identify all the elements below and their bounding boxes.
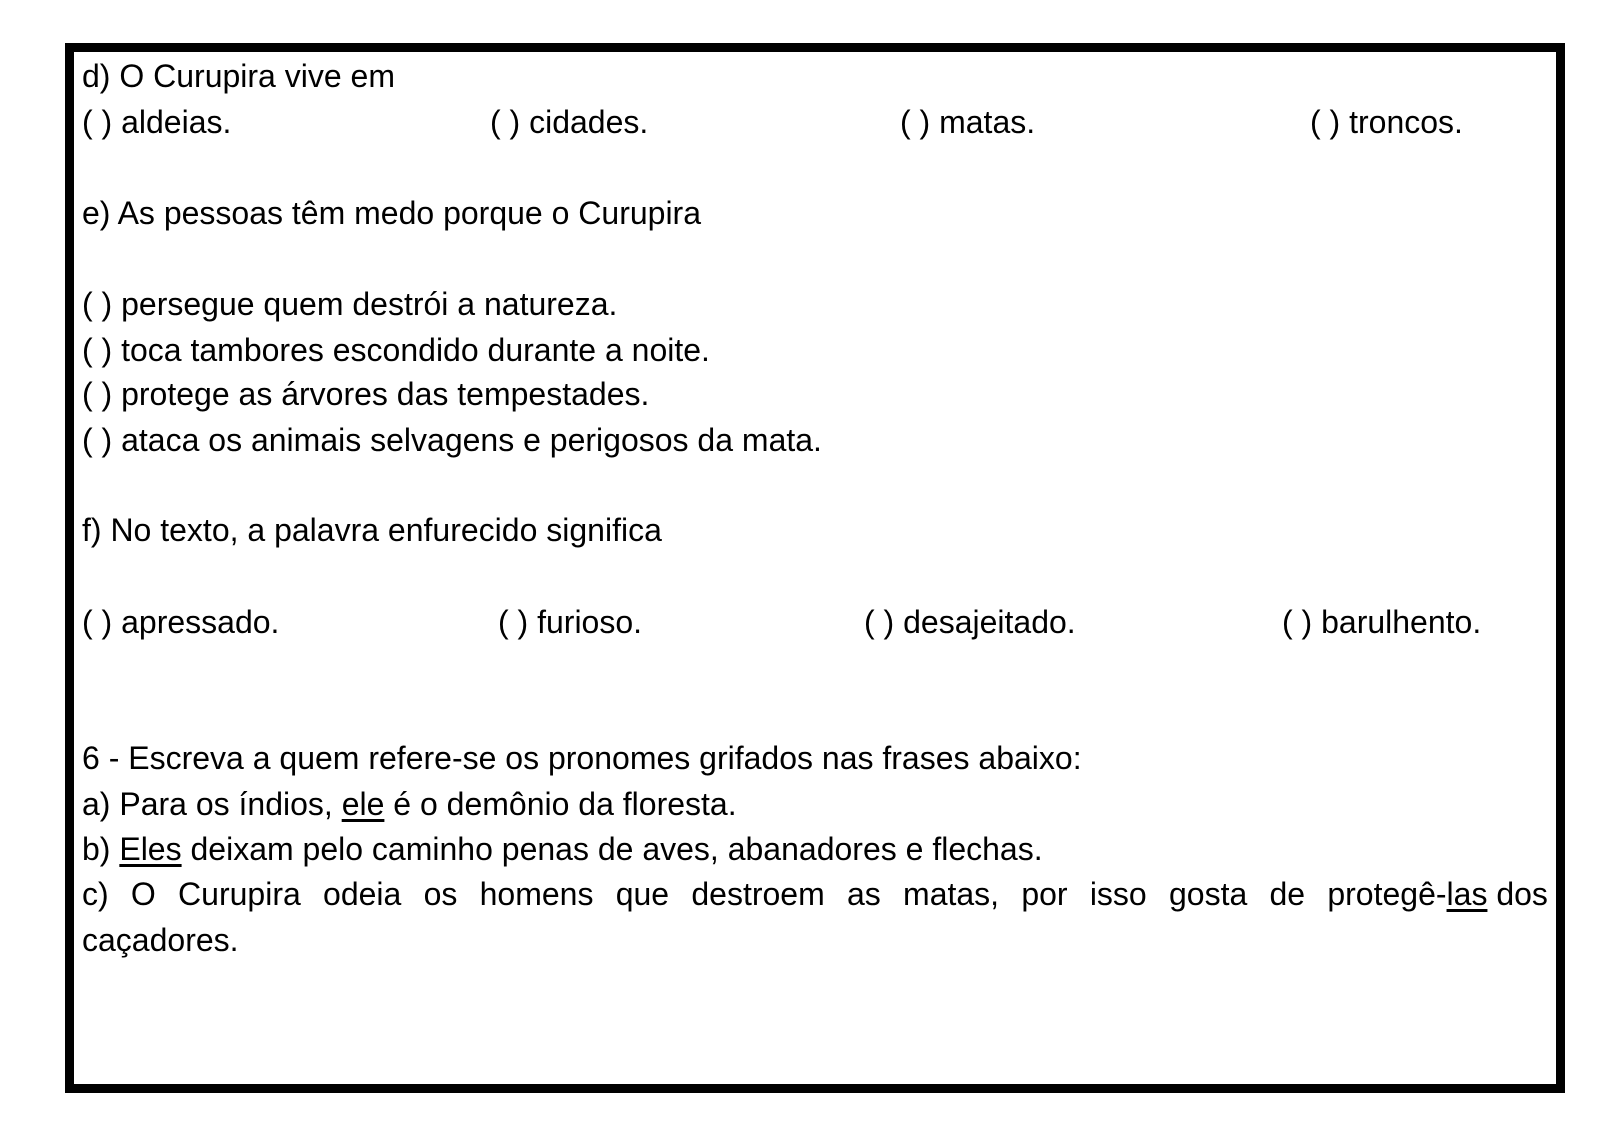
item-c-word: as bbox=[846, 876, 881, 912]
question-6-item-c bbox=[82, 874, 1548, 914]
item-a-text-before: a) Para os índios, bbox=[82, 786, 342, 822]
item-c-word: homens bbox=[479, 876, 594, 912]
question-e-prompt: e) As pessoas têm medo porque o Curupira bbox=[82, 195, 701, 231]
item-c-word: matas, bbox=[903, 876, 1000, 912]
question-f-option-4: ( ) barulhento. bbox=[1282, 604, 1482, 640]
item-c-word: O bbox=[130, 876, 156, 912]
question-e-option-1: ( ) persegue quem destrói a natureza. bbox=[82, 286, 618, 322]
question-e-option-4: ( ) ataca os animais selvagens e perigosos da mata. bbox=[82, 422, 822, 458]
item-c-last-word bbox=[1327, 874, 1548, 914]
item-c-word: destroem bbox=[691, 876, 825, 912]
item-c-word: c) bbox=[82, 876, 109, 912]
item-c-word: isso bbox=[1089, 876, 1147, 912]
question-d-option-4: ( ) troncos. bbox=[1310, 104, 1463, 140]
question-d-prompt: d) O Curupira vive em bbox=[82, 58, 395, 94]
question-6-item-c-continuation: caçadores. bbox=[82, 922, 239, 958]
question-f-option-3: ( ) desajeitado. bbox=[864, 604, 1076, 640]
item-c-text-after: dos bbox=[1487, 876, 1548, 912]
item-c-word: gosta bbox=[1168, 876, 1248, 912]
item-c-word: odeia bbox=[323, 876, 402, 912]
question-e-option-2: ( ) toca tambores escondido durante a noite. bbox=[82, 332, 710, 368]
question-f-prompt: f) No texto, a palavra enfurecido significa bbox=[82, 512, 662, 548]
item-c-word: de bbox=[1269, 876, 1306, 912]
item-c-text-before: protegê- bbox=[1327, 876, 1447, 912]
underlined-pronoun-ele: ele bbox=[341, 786, 385, 822]
item-c-word: Curupira bbox=[178, 876, 301, 912]
underlined-pronoun-las: las bbox=[1446, 876, 1488, 912]
item-b-text-after: deixam pelo caminho penas de aves, abanadores e flechas. bbox=[181, 831, 1043, 867]
question-6-prompt: 6 - Escreva a quem refere-se os pronomes grifados nas frases abaixo: bbox=[82, 740, 1082, 776]
item-c-word: que bbox=[615, 876, 670, 912]
question-e-option-3: ( ) protege as árvores das tempestades. bbox=[82, 376, 650, 412]
question-6-item-a bbox=[82, 784, 737, 824]
item-a-text-after: é o demônio da floresta. bbox=[384, 786, 737, 822]
question-d-option-1: ( ) aldeias. bbox=[82, 104, 232, 140]
item-c-word: os bbox=[423, 876, 458, 912]
question-d-option-2: ( ) cidades. bbox=[490, 104, 649, 140]
question-6-item-b bbox=[82, 829, 1043, 869]
underlined-pronoun-eles: Eles bbox=[119, 831, 182, 867]
question-f-option-1: ( ) apressado. bbox=[82, 604, 280, 640]
question-d-option-3: ( ) matas. bbox=[900, 104, 1036, 140]
question-f-option-2: ( ) furioso. bbox=[498, 604, 643, 640]
item-c-word: por bbox=[1021, 876, 1068, 912]
item-b-text-before: b) bbox=[82, 831, 120, 867]
